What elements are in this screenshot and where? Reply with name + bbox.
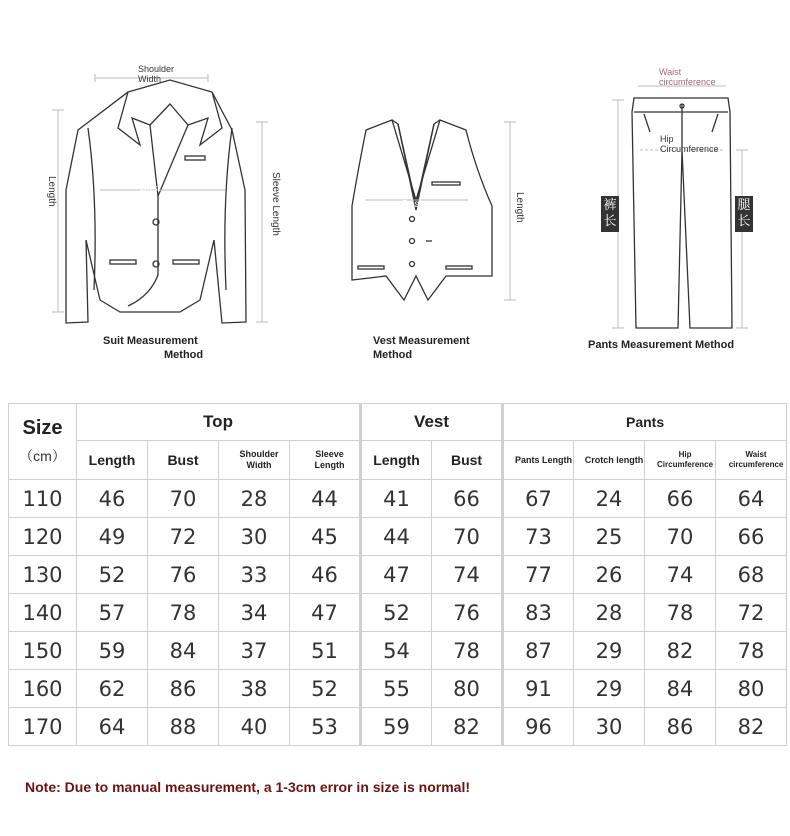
cell-pants-length: 77 [503,556,574,594]
col-waist: Waist circumference [716,441,787,480]
cell-vest-length: 41 [361,480,432,518]
cell-top-length: 59 [77,632,148,670]
cell-hip: 84 [645,670,716,708]
cell-top-sleeve: 46 [290,556,361,594]
waist-label-line2: circumference [659,77,716,87]
cell-top-length: 49 [77,518,148,556]
cell-size: 120 [9,518,77,556]
vest-caption-line1: Vest Measurement [373,335,470,347]
cell-top-bust: 88 [148,708,219,746]
suit-caption-line1: Suit Measurement [103,335,198,347]
cell-vest-bust: 80 [432,670,503,708]
cell-pants-length: 87 [503,632,574,670]
col-top-sleeve: Sleeve Length [290,441,361,480]
cell-vest-length: 55 [361,670,432,708]
vest-length-label: Length [514,192,525,223]
cell-size: 160 [9,670,77,708]
size-unit-label: （cm） [19,448,66,464]
table-row [9,670,787,708]
cell-size: 110 [9,480,77,518]
cell-hip: 78 [645,594,716,632]
cell-crotch-length: 24 [574,480,645,518]
pants-length-cn-tag: 裤长 [601,196,619,232]
cell-top-bust: 76 [148,556,219,594]
size-chart-table [8,403,787,746]
cell-crotch-length: 30 [574,708,645,746]
col-top-bust: Bust [148,441,219,480]
suit-shoulder-label [138,64,174,84]
cell-vest-length: 54 [361,632,432,670]
cell-top-bust: 86 [148,670,219,708]
cell-top-length: 64 [77,708,148,746]
suit-caption [103,334,203,362]
cell-top-shoulder: 30 [219,518,290,556]
vest-diagram [352,120,492,300]
cell-top-bust: 72 [148,518,219,556]
cell-crotch-length: 25 [574,518,645,556]
table-row [9,518,787,556]
cell-top-shoulder: 28 [219,480,290,518]
cell-waist: 66 [716,518,787,556]
cell-pants-length: 73 [503,518,574,556]
cell-crotch-length: 29 [574,632,645,670]
col-vest-bust: Bust [432,441,503,480]
vest-guides [365,122,516,300]
waist-label-line1: Waist [659,67,682,77]
cell-top-length: 62 [77,670,148,708]
col-pants-length: Pants Length [503,441,574,480]
cell-top-length: 52 [77,556,148,594]
col-crotch-length: Crotch length [574,441,645,480]
cell-top-bust: 84 [148,632,219,670]
table-row [9,594,787,632]
cell-top-shoulder: 34 [219,594,290,632]
col-hip: Hip Circumference [645,441,716,480]
cell-hip: 86 [645,708,716,746]
cell-top-sleeve: 52 [290,670,361,708]
pants-diagram [632,98,732,328]
cell-top-sleeve: 53 [290,708,361,746]
cell-size: 140 [9,594,77,632]
cell-size: 170 [9,708,77,746]
cell-top-sleeve: 45 [290,518,361,556]
table-row [9,480,787,518]
vest-caption [373,334,470,362]
col-top-length: Length [77,441,148,480]
measurement-diagrams [0,0,790,390]
cell-top-sleeve: 44 [290,480,361,518]
cell-pants-length: 67 [503,480,574,518]
table-row [9,632,787,670]
leg-length-cn-tag: 腿长 [735,196,753,232]
cell-vest-bust: 78 [432,632,503,670]
hip-label-line1: Hip [660,134,674,144]
pants-hip-label [660,134,719,154]
shoulder-label-line2: Width [138,74,162,84]
cell-vest-bust: 70 [432,518,503,556]
cell-vest-bust: 74 [432,556,503,594]
cell-size: 150 [9,632,77,670]
group-top: Top [77,404,361,441]
cell-top-length: 46 [77,480,148,518]
size-header [9,404,77,480]
cell-top-bust: 70 [148,480,219,518]
col-vest-length: Length [361,441,432,480]
group-pants: Pants [503,404,787,441]
cell-top-shoulder: 40 [219,708,290,746]
vest-caption-line2: Method [373,349,413,361]
cell-waist: 68 [716,556,787,594]
cell-top-sleeve: 51 [290,632,361,670]
cell-vest-bust: 76 [432,594,503,632]
suit-sleeve-label: Sleeve Length [270,172,281,236]
cell-hip: 66 [645,480,716,518]
cell-vest-length: 44 [361,518,432,556]
suit-caption-line2: Method [164,349,204,361]
group-vest: Vest [361,404,503,441]
cell-top-shoulder: 33 [219,556,290,594]
cell-waist: 82 [716,708,787,746]
group-header-row [9,404,787,441]
vest-bust-label: Bust [402,199,423,210]
cell-crotch-length: 26 [574,556,645,594]
cell-crotch-length: 28 [574,594,645,632]
pants-waist-label [659,67,716,87]
cell-vest-bust: 82 [432,708,503,746]
cell-pants-length: 96 [503,708,574,746]
cell-hip: 82 [645,632,716,670]
cell-hip: 70 [645,518,716,556]
col-top-shoulder: Shoulder Width [219,441,290,480]
table-row [9,556,787,594]
suit-guides [52,74,268,322]
cell-hip: 74 [645,556,716,594]
cell-pants-length: 83 [503,594,574,632]
table-row [9,708,787,746]
cell-vest-length: 52 [361,594,432,632]
cell-waist: 80 [716,670,787,708]
cell-top-shoulder: 38 [219,670,290,708]
measurement-note: Note: Due to manual measurement, a 1-3cm error in size is normal! [25,779,471,795]
cell-waist: 72 [716,594,787,632]
pants-caption: Pants Measurement Method [588,339,735,351]
table-body [9,404,787,746]
cell-crotch-length: 29 [574,670,645,708]
cell-waist: 64 [716,480,787,518]
shoulder-label-line1: Shoulder [138,64,175,74]
suit-bust-label: Bust [140,183,161,194]
cell-top-length: 57 [77,594,148,632]
cell-top-bust: 78 [148,594,219,632]
hip-label-line2: Circumference [660,144,719,154]
cell-vest-length: 59 [361,708,432,746]
size-header-label: Size [22,417,63,439]
suit-diagram [66,80,246,323]
column-header-row [9,441,787,480]
cell-pants-length: 91 [503,670,574,708]
cell-vest-length: 47 [361,556,432,594]
cell-top-sleeve: 47 [290,594,361,632]
cell-waist: 78 [716,632,787,670]
suit-length-label: Length [46,176,57,207]
cell-size: 130 [9,556,77,594]
cell-top-shoulder: 37 [219,632,290,670]
cell-vest-bust: 66 [432,480,503,518]
